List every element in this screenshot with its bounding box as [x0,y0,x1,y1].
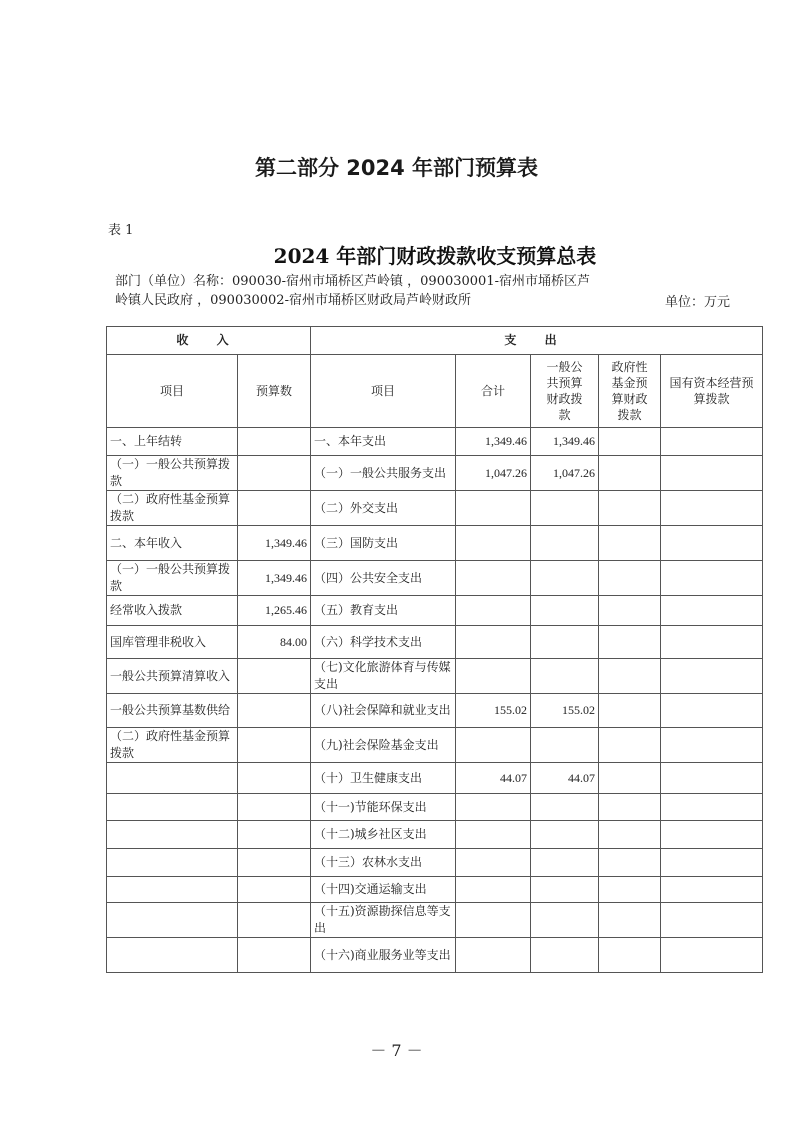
total-value: 44.07 [456,763,531,794]
general-budget-value [531,561,599,596]
fund-budget-value [599,491,661,526]
total-header: 合计 [456,355,531,428]
table-row [107,694,763,728]
fund-budget-value [599,728,661,763]
general-budget-value [531,938,599,973]
general-budget-header: 一般公共预算财政拨款 [531,355,599,428]
table-row [107,526,763,561]
department-line-2: 岭镇人民政府 ，090030002-宿州市埇桥区财政局芦岭财政所 [115,293,471,308]
income-value [238,903,311,938]
income-value [238,428,311,456]
total-value [456,794,531,821]
state-capital-value [661,728,763,763]
total-value [456,877,531,903]
income-item [107,821,238,849]
total-value [456,626,531,659]
total-value: 1,349.46 [456,428,531,456]
state-capital-value [661,626,763,659]
income-value: 84.00 [238,626,311,659]
general-budget-value [531,491,599,526]
income-value [238,694,311,728]
total-value [456,491,531,526]
table-row [107,728,763,763]
expense-item: （十四)交通运输支出 [311,877,456,903]
fund-budget-value [599,526,661,561]
total-value: 155.02 [456,694,531,728]
total-value [456,938,531,973]
expense-item: （五）教育支出 [311,596,456,626]
general-budget-value [531,526,599,561]
table-row [107,491,763,526]
table-row [107,821,763,849]
state-capital-value [661,491,763,526]
state-capital-value [661,456,763,491]
total-value [456,596,531,626]
table-row [107,596,763,626]
table-row [107,456,763,491]
income-value [238,659,311,694]
table-row [107,849,763,877]
table-row [107,659,763,694]
general-budget-value [531,626,599,659]
table-row [107,794,763,821]
expense-item: （十五)资源勘探信息等支出 [311,903,456,938]
table-number: 表 1 [108,223,134,238]
general-budget-value [531,659,599,694]
general-budget-value: 44.07 [531,763,599,794]
fund-budget-value [599,877,661,903]
department-line-1: 部门（单位）名称：090030-宿州市埇桥区芦岭镇 ，090030001-宿州市埇桥区芦 [115,274,590,289]
income-item: 一般公共预算清算收入 [107,659,238,694]
state-capital-value [661,694,763,728]
income-value [238,763,311,794]
expense-item-header: 项目 [311,355,456,428]
table-row [107,626,763,659]
income-item: 经常收入拨款 [107,596,238,626]
income-item: （一）一般公共预算拨款 [107,456,238,491]
table-row [107,903,763,938]
general-budget-value: 1,349.46 [531,428,599,456]
income-item: （一）一般公共预算拨款 [107,561,238,596]
state-capital-value [661,526,763,561]
part-title: 第二部分 2024 年部门预算表 [254,156,539,180]
general-budget-value [531,596,599,626]
income-item: 一般公共预算基数供给 [107,694,238,728]
total-value [456,903,531,938]
expense-item: （二）外交支出 [311,491,456,526]
expense-header: 支 出 [311,327,763,355]
income-item [107,763,238,794]
page-number: － 7 － [370,1041,423,1060]
general-budget-value [531,849,599,877]
state-capital-value [661,763,763,794]
total-value [456,526,531,561]
expense-item: 一、本年支出 [311,428,456,456]
table-row [107,877,763,903]
expense-item: （四）公共安全支出 [311,561,456,596]
fund-budget-value [599,903,661,938]
total-value [456,821,531,849]
income-item [107,877,238,903]
income-budget-header: 预算数 [238,355,311,428]
table-row [107,428,763,456]
table-row [107,938,763,973]
total-value [456,849,531,877]
income-value [238,877,311,903]
state-capital-value [661,659,763,694]
table-row [107,561,763,596]
income-value: 1,349.46 [238,561,311,596]
state-capital-value [661,903,763,938]
state-capital-value [661,849,763,877]
fund-budget-value [599,428,661,456]
income-item: 二、本年收入 [107,526,238,561]
income-value: 1,349.46 [238,526,311,561]
fund-budget-value [599,596,661,626]
general-budget-value: 1,047.26 [531,456,599,491]
income-value [238,728,311,763]
state-capital-value [661,938,763,973]
fund-budget-header: 政府性基金预算财政拨款 [599,355,661,428]
income-item: （二）政府性基金预算拨款 [107,728,238,763]
department-name [115,272,615,310]
expense-item: （十六)商业服务业等支出 [311,938,456,973]
expense-item: （十）卫生健康支出 [311,763,456,794]
expense-item: （一）一般公共服务支出 [311,456,456,491]
fund-budget-value [599,456,661,491]
expense-item: （六）科学技术支出 [311,626,456,659]
income-item [107,849,238,877]
income-item-header: 项目 [107,355,238,428]
income-value: 1,265.46 [238,596,311,626]
income-value [238,794,311,821]
income-value [238,849,311,877]
income-header: 收 入 [107,327,311,355]
state-capital-value [661,596,763,626]
table-title: 2024 年部门财政拨款收支预算总表 [273,244,597,268]
expense-item: （十一)节能环保支出 [311,794,456,821]
income-item [107,938,238,973]
income-item: 一、上年结转 [107,428,238,456]
income-item: 国库管理非税收入 [107,626,238,659]
general-budget-value [531,794,599,821]
expense-item: （十二)城乡社区支出 [311,821,456,849]
state-capital-value [661,561,763,596]
general-budget-value [531,877,599,903]
fund-budget-value [599,626,661,659]
expense-item: （九)社会保险基金支出 [311,728,456,763]
income-value [238,456,311,491]
income-item [107,903,238,938]
expense-item: （十三）农林水支出 [311,849,456,877]
income-item: （二）政府性基金预算拨款 [107,491,238,526]
fund-budget-value [599,794,661,821]
general-budget-value [531,821,599,849]
table-row [107,763,763,794]
income-value [238,938,311,973]
fund-budget-value [599,659,661,694]
state-capital-value [661,877,763,903]
general-budget-value [531,728,599,763]
fund-budget-value [599,821,661,849]
income-value [238,821,311,849]
fund-budget-value [599,938,661,973]
total-value [456,659,531,694]
general-budget-value [531,903,599,938]
total-value [456,728,531,763]
income-value [238,491,311,526]
total-value: 1,047.26 [456,456,531,491]
budget-table [106,326,763,973]
total-value [456,561,531,596]
state-capital-value [661,821,763,849]
expense-item: （七)文化旅游体育与传媒支出 [311,659,456,694]
expense-item: （三）国防支出 [311,526,456,561]
unit-label: 单位：万元 [665,295,731,310]
fund-budget-value [599,694,661,728]
general-budget-value: 155.02 [531,694,599,728]
fund-budget-value [599,849,661,877]
fund-budget-value [599,561,661,596]
expense-item: （八)社会保障和就业支出 [311,694,456,728]
state-capital-header: 国有资本经营预算拨款 [661,355,763,428]
income-item [107,794,238,821]
state-capital-value [661,794,763,821]
fund-budget-value [599,763,661,794]
state-capital-value [661,428,763,456]
